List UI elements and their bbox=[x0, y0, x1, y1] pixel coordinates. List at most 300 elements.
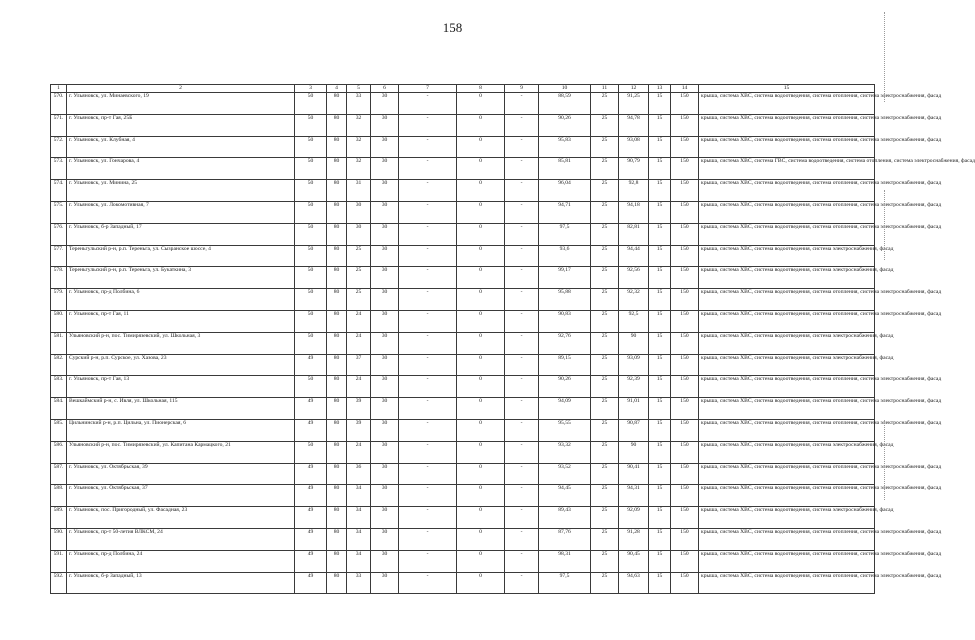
col-7-value: - bbox=[399, 419, 457, 441]
row-number: 582. bbox=[51, 354, 67, 376]
col-4-value: 80 bbox=[327, 376, 347, 398]
col-12-value: 90 bbox=[619, 332, 649, 354]
col-12-value: 92,5 bbox=[619, 310, 649, 332]
col-4-value: 80 bbox=[327, 354, 347, 376]
work-scope: крыша, система ХВС, система водоотведения, система отопления, система электроснабжения, фасад bbox=[699, 485, 875, 507]
col-8-value: 0 bbox=[457, 419, 505, 441]
work-scope: крыша, система ХВС, система водоотведения, система отопления, система электроснабжения, фасад bbox=[699, 289, 875, 311]
col-4-value: 80 bbox=[327, 398, 347, 420]
col-7-value: - bbox=[399, 528, 457, 550]
col-9-value: - bbox=[505, 419, 539, 441]
work-scope: крыша, система ХВС, система водоотведения, система электроснабжения, фасад bbox=[699, 441, 875, 463]
col-11-value: 25 bbox=[591, 463, 619, 485]
col-6-value: 30 bbox=[371, 223, 399, 245]
col-11-value: 25 bbox=[591, 398, 619, 420]
col-11-value: 25 bbox=[591, 528, 619, 550]
col-10-value: 90,26 bbox=[539, 376, 591, 398]
table-row bbox=[51, 441, 875, 463]
col-3-value: 50 bbox=[295, 310, 327, 332]
row-number: 571. bbox=[51, 114, 67, 136]
col-5-value: 32 bbox=[347, 158, 371, 180]
col-6-value: 30 bbox=[371, 398, 399, 420]
col-4-value: 80 bbox=[327, 528, 347, 550]
col-14-value: 150 bbox=[671, 201, 699, 223]
col-7-value: - bbox=[399, 354, 457, 376]
work-scope: крыша, система ХВС, система водоотведения, система отопления, система электроснабжения, фасад bbox=[699, 572, 875, 594]
row-number: 584. bbox=[51, 398, 67, 420]
col-3-value: 50 bbox=[295, 136, 327, 158]
col-5-value: 33 bbox=[347, 93, 371, 115]
table-row bbox=[51, 158, 875, 180]
col-7-value: - bbox=[399, 310, 457, 332]
col-9-value: - bbox=[505, 332, 539, 354]
col-12-value: 94,78 bbox=[619, 114, 649, 136]
col-9-value: - bbox=[505, 158, 539, 180]
col-5-value: 34 bbox=[347, 528, 371, 550]
col-5-value: 24 bbox=[347, 332, 371, 354]
address: г. Ульяновск, пр-д Полбина, 24 bbox=[67, 550, 295, 572]
row-number: 588. bbox=[51, 485, 67, 507]
column-header: 10 bbox=[539, 85, 591, 93]
col-7-value: - bbox=[399, 398, 457, 420]
col-5-value: 34 bbox=[347, 485, 371, 507]
column-header: 6 bbox=[371, 85, 399, 93]
col-6-value: 30 bbox=[371, 245, 399, 267]
row-number: 579. bbox=[51, 289, 67, 311]
col-7-value: - bbox=[399, 332, 457, 354]
col-11-value: 25 bbox=[591, 245, 619, 267]
col-5-value: 32 bbox=[347, 114, 371, 136]
col-6-value: 30 bbox=[371, 289, 399, 311]
table-row bbox=[51, 93, 875, 115]
col-11-value: 25 bbox=[591, 201, 619, 223]
col-11-value: 25 bbox=[591, 354, 619, 376]
col-7-value: - bbox=[399, 550, 457, 572]
col-8-value: 0 bbox=[457, 528, 505, 550]
col-10-value: 90,26 bbox=[539, 114, 591, 136]
col-6-value: 30 bbox=[371, 463, 399, 485]
col-13-value: 15 bbox=[649, 310, 671, 332]
row-number: 570. bbox=[51, 93, 67, 115]
col-14-value: 150 bbox=[671, 223, 699, 245]
work-scope: крыша, система ХВС, система водоотведения, система отопления, система электроснабжения, фасад bbox=[699, 398, 875, 420]
col-6-value: 30 bbox=[371, 201, 399, 223]
col-13-value: 15 bbox=[649, 201, 671, 223]
col-6-value: 30 bbox=[371, 114, 399, 136]
col-3-value: 50 bbox=[295, 114, 327, 136]
col-14-value: 150 bbox=[671, 93, 699, 115]
table-row bbox=[51, 376, 875, 398]
column-header: 2 bbox=[67, 85, 295, 93]
col-13-value: 15 bbox=[649, 136, 671, 158]
row-number: 586. bbox=[51, 441, 67, 463]
row-number: 572. bbox=[51, 136, 67, 158]
col-14-value: 150 bbox=[671, 463, 699, 485]
column-header: 7 bbox=[399, 85, 457, 93]
address: г. Ульяновск, пр-т 50-летия ВЛКСМ, 24 bbox=[67, 528, 295, 550]
column-header: 4 bbox=[327, 85, 347, 93]
work-scope: крыша, система ХВС, система водоотведения, система электроснабжения, фасад bbox=[699, 332, 875, 354]
col-5-value: 24 bbox=[347, 441, 371, 463]
col-9-value: - bbox=[505, 180, 539, 202]
work-scope: крыша, система ХВС, система водоотведения, система отопления, система электроснабжения, фасад bbox=[699, 180, 875, 202]
col-4-value: 80 bbox=[327, 572, 347, 594]
col-8-value: 0 bbox=[457, 550, 505, 572]
col-9-value: - bbox=[505, 441, 539, 463]
col-4-value: 80 bbox=[327, 136, 347, 158]
col-8-value: 0 bbox=[457, 289, 505, 311]
col-14-value: 150 bbox=[671, 550, 699, 572]
table-row bbox=[51, 136, 875, 158]
row-number: 583. bbox=[51, 376, 67, 398]
col-5-value: 25 bbox=[347, 245, 371, 267]
col-9-value: - bbox=[505, 354, 539, 376]
table-row bbox=[51, 114, 875, 136]
col-8-value: 0 bbox=[457, 310, 505, 332]
table-row bbox=[51, 223, 875, 245]
col-7-value: - bbox=[399, 93, 457, 115]
table-row bbox=[51, 245, 875, 267]
col-3-value: 49 bbox=[295, 463, 327, 485]
address: г. Ульяновск, ул. Октябрьская, 39 bbox=[67, 463, 295, 485]
col-4-value: 80 bbox=[327, 158, 347, 180]
col-13-value: 15 bbox=[649, 463, 671, 485]
address: Тереньгульский р-н, р.п. Тереньга, ул. Букаткина, 3 bbox=[67, 267, 295, 289]
col-14-value: 150 bbox=[671, 398, 699, 420]
scan-edge-mark bbox=[884, 190, 888, 260]
col-5-value: 37 bbox=[347, 354, 371, 376]
col-13-value: 15 bbox=[649, 398, 671, 420]
col-13-value: 15 bbox=[649, 180, 671, 202]
row-number: 580. bbox=[51, 310, 67, 332]
col-10-value: 95,55 bbox=[539, 419, 591, 441]
col-14-value: 150 bbox=[671, 158, 699, 180]
col-12-value: 92,09 bbox=[619, 507, 649, 529]
col-4-value: 80 bbox=[327, 310, 347, 332]
col-13-value: 15 bbox=[649, 419, 671, 441]
column-header: 9 bbox=[505, 85, 539, 93]
col-8-value: 0 bbox=[457, 114, 505, 136]
col-4-value: 80 bbox=[327, 114, 347, 136]
col-14-value: 150 bbox=[671, 528, 699, 550]
address: г. Ульяновск, пр-т Гая, 25Б bbox=[67, 114, 295, 136]
col-9-value: - bbox=[505, 223, 539, 245]
work-scope: крыша, система ХВС, система водоотведения, система отопления, система электроснабжения, фасад bbox=[699, 419, 875, 441]
col-3-value: 49 bbox=[295, 572, 327, 594]
col-10-value: 95,88 bbox=[539, 289, 591, 311]
col-14-value: 150 bbox=[671, 441, 699, 463]
col-5-value: 33 bbox=[347, 572, 371, 594]
col-7-value: - bbox=[399, 201, 457, 223]
col-3-value: 50 bbox=[295, 267, 327, 289]
col-8-value: 0 bbox=[457, 136, 505, 158]
col-9-value: - bbox=[505, 463, 539, 485]
col-4-value: 80 bbox=[327, 441, 347, 463]
col-8-value: 0 bbox=[457, 398, 505, 420]
col-9-value: - bbox=[505, 136, 539, 158]
col-8-value: 0 bbox=[457, 376, 505, 398]
col-7-value: - bbox=[399, 463, 457, 485]
col-4-value: 80 bbox=[327, 201, 347, 223]
col-13-value: 15 bbox=[649, 550, 671, 572]
col-11-value: 25 bbox=[591, 419, 619, 441]
address: г. Ульяновск, пр-т Гая, 11 bbox=[67, 310, 295, 332]
col-10-value: 85,81 bbox=[539, 158, 591, 180]
work-scope: крыша, система ХВС, система водоотведения, система электроснабжения, фасад bbox=[699, 507, 875, 529]
col-11-value: 25 bbox=[591, 376, 619, 398]
col-13-value: 15 bbox=[649, 223, 671, 245]
col-3-value: 50 bbox=[295, 201, 327, 223]
col-3-value: 50 bbox=[295, 332, 327, 354]
row-number: 575. bbox=[51, 201, 67, 223]
col-7-value: - bbox=[399, 114, 457, 136]
col-12-value: 91,25 bbox=[619, 93, 649, 115]
work-scope: крыша, система ХВС, система ГВС, система водоотведения, система отопления, система электроснабжения, фасад bbox=[699, 158, 875, 180]
col-8-value: 0 bbox=[457, 441, 505, 463]
col-12-value: 94,44 bbox=[619, 245, 649, 267]
col-11-value: 25 bbox=[591, 136, 619, 158]
col-5-value: 32 bbox=[347, 136, 371, 158]
col-14-value: 150 bbox=[671, 354, 699, 376]
table-row bbox=[51, 332, 875, 354]
work-scope: крыша, система ХВС, система водоотведения, система электроснабжения, фасад bbox=[699, 354, 875, 376]
col-8-value: 0 bbox=[457, 572, 505, 594]
col-13-value: 15 bbox=[649, 507, 671, 529]
col-11-value: 25 bbox=[591, 507, 619, 529]
table-row bbox=[51, 201, 875, 223]
registry-table bbox=[50, 84, 975, 594]
col-12-value: 90,41 bbox=[619, 463, 649, 485]
address: г. Ульяновск, ул. Минаевского, 19 bbox=[67, 93, 295, 115]
work-scope: крыша, система ХВС, система водоотведения, система отопления, система электроснабжения, фасад bbox=[699, 463, 875, 485]
scan-edge-mark bbox=[884, 12, 888, 102]
col-4-value: 80 bbox=[327, 93, 347, 115]
col-3-value: 50 bbox=[295, 180, 327, 202]
col-11-value: 25 bbox=[591, 485, 619, 507]
col-13-value: 15 bbox=[649, 267, 671, 289]
col-9-value: - bbox=[505, 398, 539, 420]
table-row bbox=[51, 528, 875, 550]
row-number: 574. bbox=[51, 180, 67, 202]
row-number: 590. bbox=[51, 528, 67, 550]
address: г. Ульяновск, б-р Западный, 13 bbox=[67, 572, 295, 594]
col-14-value: 150 bbox=[671, 485, 699, 507]
col-9-value: - bbox=[505, 507, 539, 529]
address: г. Ульяновск, ул. Гончарова, 4 bbox=[67, 158, 295, 180]
col-6-value: 30 bbox=[371, 441, 399, 463]
col-14-value: 150 bbox=[671, 310, 699, 332]
col-11-value: 25 bbox=[591, 267, 619, 289]
col-4-value: 80 bbox=[327, 419, 347, 441]
col-3-value: 49 bbox=[295, 550, 327, 572]
col-13-value: 15 bbox=[649, 376, 671, 398]
col-8-value: 0 bbox=[457, 507, 505, 529]
col-6-value: 30 bbox=[371, 310, 399, 332]
col-14-value: 150 bbox=[671, 376, 699, 398]
col-3-value: 50 bbox=[295, 376, 327, 398]
table-row bbox=[51, 398, 875, 420]
col-14-value: 150 bbox=[671, 419, 699, 441]
col-9-value: - bbox=[505, 201, 539, 223]
col-4-value: 80 bbox=[327, 507, 347, 529]
row-number: 578. bbox=[51, 267, 67, 289]
col-12-value: 91,28 bbox=[619, 528, 649, 550]
col-14-value: 150 bbox=[671, 245, 699, 267]
address: г. Ульяновск, б-р Западный, 17 bbox=[67, 223, 295, 245]
row-number: 576. bbox=[51, 223, 67, 245]
col-13-value: 15 bbox=[649, 572, 671, 594]
address: Тереньгульский р-н, р.п. Тереньга, ул. Сызранское шоссе, 4 bbox=[67, 245, 295, 267]
column-header: 14 bbox=[671, 85, 699, 93]
col-10-value: 92,76 bbox=[539, 332, 591, 354]
col-6-value: 30 bbox=[371, 267, 399, 289]
work-scope: крыша, система ХВС, система водоотведения, система электроснабжения, фасад bbox=[699, 267, 875, 289]
col-11-value: 25 bbox=[591, 158, 619, 180]
col-12-value: 92,8 bbox=[619, 180, 649, 202]
col-3-value: 49 bbox=[295, 485, 327, 507]
col-9-value: - bbox=[505, 572, 539, 594]
col-9-value: - bbox=[505, 550, 539, 572]
col-3-value: 49 bbox=[295, 398, 327, 420]
row-number: 573. bbox=[51, 158, 67, 180]
work-scope: крыша, система ХВС, система водоотведения, система отопления, система электроснабжения, фасад bbox=[699, 310, 875, 332]
col-12-value: 90,45 bbox=[619, 550, 649, 572]
col-12-value: 91,01 bbox=[619, 398, 649, 420]
row-number: 592. bbox=[51, 572, 67, 594]
col-13-value: 15 bbox=[649, 93, 671, 115]
col-6-value: 30 bbox=[371, 376, 399, 398]
col-9-value: - bbox=[505, 289, 539, 311]
col-14-value: 150 bbox=[671, 114, 699, 136]
row-number: 577. bbox=[51, 245, 67, 267]
col-3-value: 50 bbox=[295, 245, 327, 267]
col-7-value: - bbox=[399, 245, 457, 267]
col-4-value: 80 bbox=[327, 485, 347, 507]
col-13-value: 15 bbox=[649, 245, 671, 267]
col-12-value: 94,31 bbox=[619, 485, 649, 507]
col-3-value: 50 bbox=[295, 158, 327, 180]
work-scope: крыша, система ХВС, система водоотведения, система отопления, система электроснабжения, фасад bbox=[699, 114, 875, 136]
col-8-value: 0 bbox=[457, 201, 505, 223]
col-10-value: 95,83 bbox=[539, 136, 591, 158]
col-3-value: 49 bbox=[295, 528, 327, 550]
col-7-value: - bbox=[399, 289, 457, 311]
col-5-value: 25 bbox=[347, 289, 371, 311]
col-12-value: 90,79 bbox=[619, 158, 649, 180]
col-10-value: 99,17 bbox=[539, 267, 591, 289]
column-header: 15 bbox=[699, 85, 875, 93]
col-10-value: 89,43 bbox=[539, 507, 591, 529]
col-9-value: - bbox=[505, 267, 539, 289]
page-number: 158 bbox=[442, 20, 463, 35]
col-13-value: 15 bbox=[649, 528, 671, 550]
col-6-value: 30 bbox=[371, 136, 399, 158]
col-5-value: 24 bbox=[347, 376, 371, 398]
col-8-value: 0 bbox=[457, 354, 505, 376]
table-row bbox=[51, 550, 875, 572]
row-number: 591. bbox=[51, 550, 67, 572]
work-scope: крыша, система ХВС, система водоотведения, система отопления, система электроснабжения, фасад bbox=[699, 376, 875, 398]
col-3-value: 49 bbox=[295, 507, 327, 529]
work-scope: крыша, система ХВС, система водоотведения, система отопления, система электроснабжения, фасад bbox=[699, 223, 875, 245]
table-row bbox=[51, 572, 875, 594]
col-12-value: 93,08 bbox=[619, 136, 649, 158]
row-number: 581. bbox=[51, 332, 67, 354]
col-6-value: 30 bbox=[371, 332, 399, 354]
col-6-value: 30 bbox=[371, 354, 399, 376]
table-row bbox=[51, 180, 875, 202]
address: Цильнинский р-н, р.п. Цильна, ул. Пионерская, 6 bbox=[67, 419, 295, 441]
work-scope: крыша, система ХВС, система водоотведения, система отопления, система электроснабжения, фасад bbox=[699, 93, 875, 115]
col-7-value: - bbox=[399, 441, 457, 463]
col-5-value: 39 bbox=[347, 419, 371, 441]
col-8-value: 0 bbox=[457, 223, 505, 245]
col-14-value: 150 bbox=[671, 507, 699, 529]
column-header: 12 bbox=[619, 85, 649, 93]
col-10-value: 93,52 bbox=[539, 463, 591, 485]
table-row bbox=[51, 507, 875, 529]
address: г. Ульяновск, ул. Минина, 25 bbox=[67, 180, 295, 202]
col-7-value: - bbox=[399, 267, 457, 289]
row-number: 589. bbox=[51, 507, 67, 529]
work-scope: крыша, система ХВС, система водоотведения, система отопления, система электроснабжения, фасад bbox=[699, 550, 875, 572]
col-7-value: - bbox=[399, 180, 457, 202]
col-11-value: 25 bbox=[591, 180, 619, 202]
column-header: 5 bbox=[347, 85, 371, 93]
col-8-value: 0 bbox=[457, 245, 505, 267]
col-4-value: 80 bbox=[327, 550, 347, 572]
col-10-value: 88,59 bbox=[539, 93, 591, 115]
col-7-value: - bbox=[399, 376, 457, 398]
work-scope: крыша, система ХВС, система водоотведения, система отопления, система электроснабжения, фасад bbox=[699, 201, 875, 223]
address: Ульяновский р-н, пос. Тимирязевский, ул. Капитана Кармацкого, 21 bbox=[67, 441, 295, 463]
col-10-value: 97,5 bbox=[539, 572, 591, 594]
col-8-value: 0 bbox=[457, 158, 505, 180]
col-4-value: 80 bbox=[327, 180, 347, 202]
address: Сурский р-н, р.п. Сурское, ул. Хазова, 23 bbox=[67, 354, 295, 376]
col-9-value: - bbox=[505, 93, 539, 115]
col-6-value: 30 bbox=[371, 550, 399, 572]
col-12-value: 92,39 bbox=[619, 376, 649, 398]
col-5-value: 30 bbox=[347, 201, 371, 223]
column-header: 11 bbox=[591, 85, 619, 93]
col-4-value: 80 bbox=[327, 332, 347, 354]
col-14-value: 150 bbox=[671, 180, 699, 202]
col-5-value: 36 bbox=[347, 463, 371, 485]
col-10-value: 90,83 bbox=[539, 310, 591, 332]
col-13-value: 15 bbox=[649, 354, 671, 376]
col-3-value: 50 bbox=[295, 93, 327, 115]
col-10-value: 94,09 bbox=[539, 398, 591, 420]
row-number: 587. bbox=[51, 463, 67, 485]
address: г. Ульяновск, ул. Клубная, 4 bbox=[67, 136, 295, 158]
col-6-value: 30 bbox=[371, 528, 399, 550]
work-scope: крыша, система ХВС, система водоотведения, система отопления, система электроснабжения, фасад bbox=[699, 136, 875, 158]
work-scope: крыша, система ХВС, система водоотведения, система отопления, система электроснабжения, фасад bbox=[699, 528, 875, 550]
col-10-value: 97,5 bbox=[539, 223, 591, 245]
table-row bbox=[51, 419, 875, 441]
table-row bbox=[51, 289, 875, 311]
col-5-value: 39 bbox=[347, 398, 371, 420]
col-11-value: 25 bbox=[591, 441, 619, 463]
col-8-value: 0 bbox=[457, 463, 505, 485]
column-header: 1 bbox=[51, 85, 67, 93]
table-row bbox=[51, 463, 875, 485]
col-6-value: 30 bbox=[371, 507, 399, 529]
col-4-value: 80 bbox=[327, 245, 347, 267]
col-5-value: 24 bbox=[347, 310, 371, 332]
col-9-value: - bbox=[505, 376, 539, 398]
